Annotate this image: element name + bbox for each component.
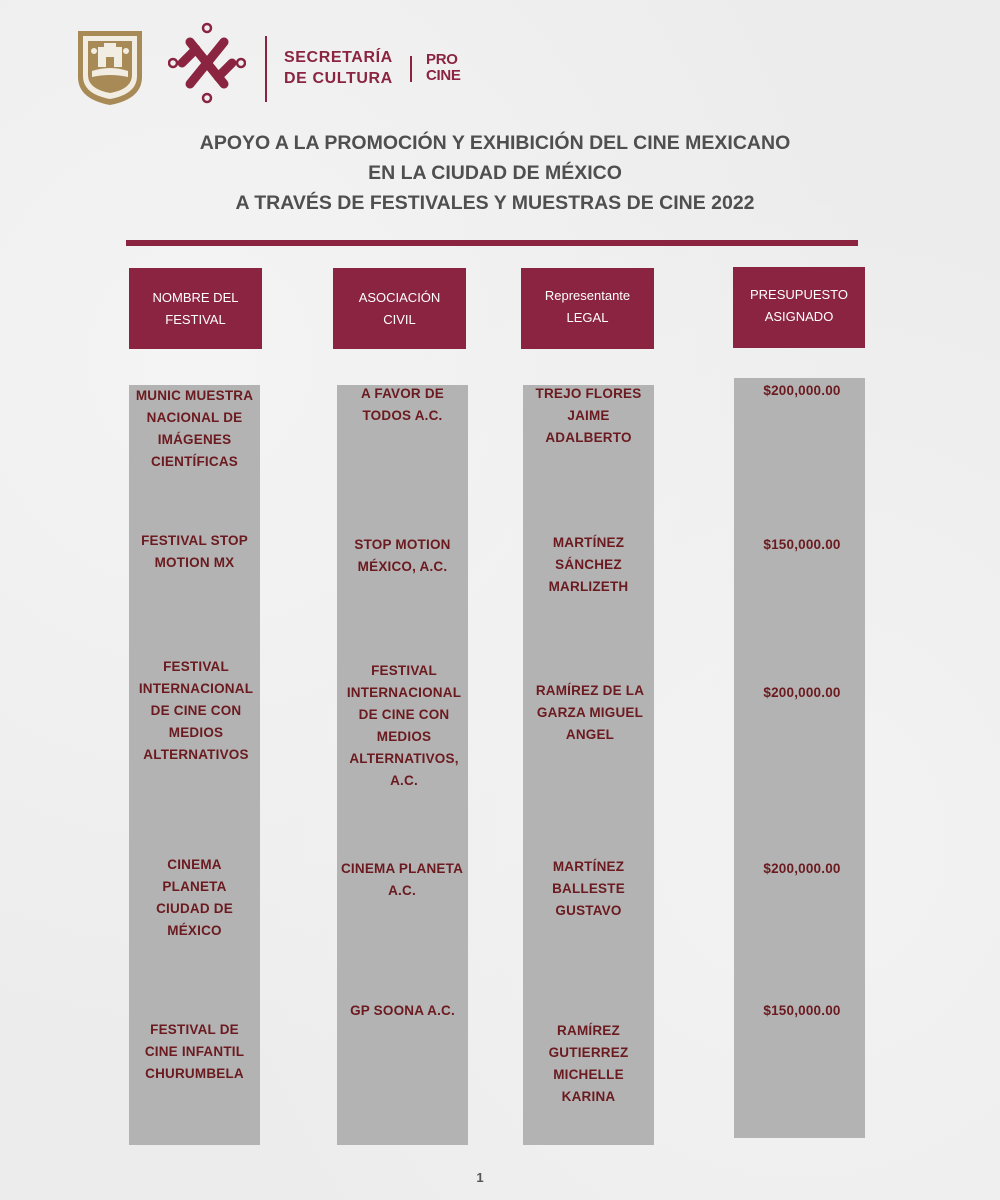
cell-asociacion: STOP MOTION MÉXICO, A.C. — [354, 537, 451, 574]
cell-representante: TREJO FLORES JAIME ADALBERTO — [535, 386, 642, 445]
cell-festival: FESTIVAL DE CINE INFANTIL CHURUMBELA — [144, 1022, 245, 1081]
title-rule — [126, 240, 858, 246]
cell-presupuesto: $200,000.00 — [763, 685, 841, 700]
header-representante-legal: Representante LEGAL — [521, 268, 654, 349]
secretaria-de-cultura-label: SECRETARÍA DE CULTURA — [284, 49, 393, 87]
cell-asociacion: CINEMA PLANETA A.C. — [340, 861, 464, 898]
cdmx-shield-icon — [76, 29, 144, 107]
cell-festival: FESTIVAL STOP MOTION MX — [141, 533, 248, 570]
cell-presupuesto: $150,000.00 — [763, 537, 841, 552]
column-presupuesto — [734, 378, 865, 1138]
cell-representante: MARTÍNEZ SÁNCHEZ MARLIZETH — [548, 535, 629, 594]
cell-representante: RAMÍREZ GUTIERREZ MICHELLE KARINA — [548, 1023, 629, 1104]
cell-festival: CINEMA PLANETA CIUDAD DE MÉXICO — [156, 857, 233, 938]
header-divider — [265, 36, 267, 102]
document-title: APOYO A LA PROMOCIÓN Y EXHIBICIÓN DEL CINE MEXICANO EN LA CIUDAD DE MÉXICO A TRAVÉS DE FESTIVALES Y MUESTRAS DE CINE 2022 — [199, 132, 791, 214]
cell-presupuesto: $150,000.00 — [763, 1003, 841, 1018]
cell-presupuesto: $200,000.00 — [763, 383, 841, 398]
page-number: 1 — [476, 1170, 484, 1185]
cell-festival: FESTIVAL INTERNACIONAL DE CINE CON MEDIOS ALTERNATIVOS — [138, 659, 254, 762]
header-festival-name: NOMBRE DEL FESTIVAL — [129, 268, 262, 349]
cdmx-logo-icon — [168, 22, 246, 104]
cell-asociacion: A FAVOR DE TODOS A.C. — [360, 386, 444, 423]
cell-presupuesto: $200,000.00 — [763, 861, 841, 876]
header-divider-small — [410, 56, 412, 82]
cell-asociacion: FESTIVAL INTERNACIONAL DE CINE CON MEDIOS ALTERNATIVOS, A.C. — [346, 663, 462, 788]
cell-representante: RAMÍREZ DE LA GARZA MIGUEL ANGEL — [535, 683, 645, 742]
header-asociacion-civil: ASOCIACIÓN CIVIL — [333, 268, 466, 349]
cell-asociacion: GP SOONA A.C. — [350, 1003, 455, 1018]
header-presupuesto-asignado: PRESUPUESTO ASIGNADO — [733, 267, 865, 348]
procine-logo: PRO CINE — [426, 51, 461, 84]
cell-festival: MUNIC MUESTRA NACIONAL DE IMÁGENES CIENTÍFICAS — [135, 388, 254, 469]
cell-representante: MARTÍNEZ BALLESTE GUSTAVO — [552, 859, 625, 918]
